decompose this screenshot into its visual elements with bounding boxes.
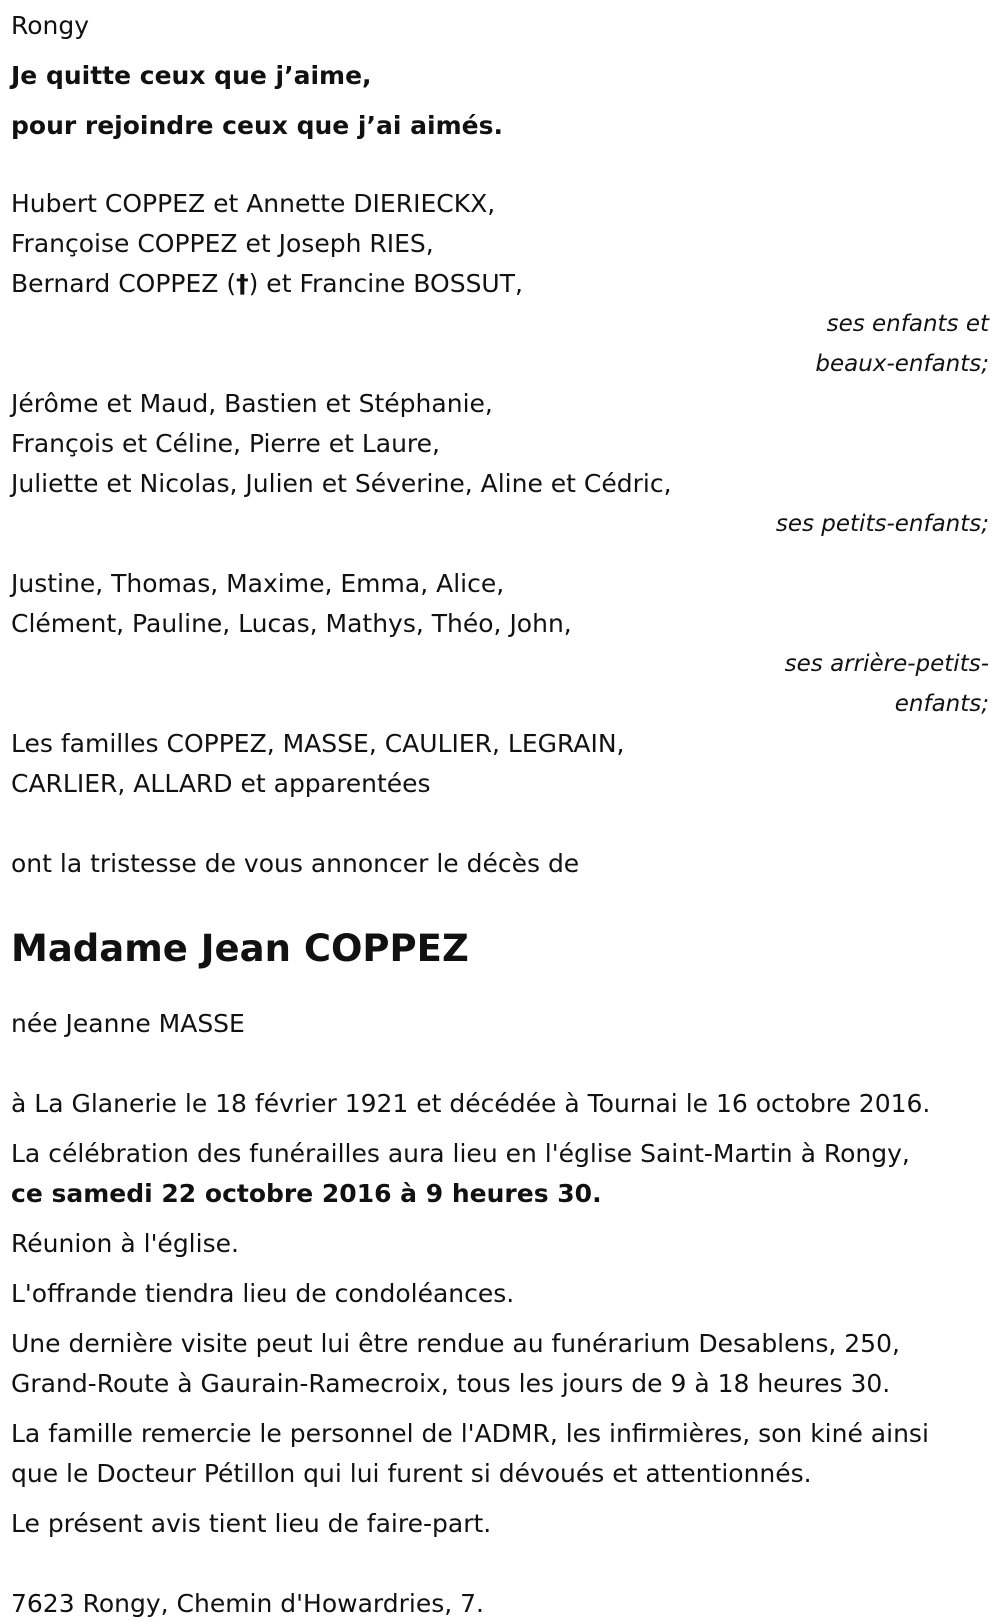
great-grandchildren-section [11,564,989,724]
obituary-notice [11,6,989,1624]
birth-name: née Jeanne MASSE [11,1009,245,1038]
meeting-text: Réunion à l'église. [11,1229,239,1258]
children-role-line-2: beaux-enfants; [815,351,989,377]
place-header: Rongy [11,11,90,40]
children-role-line-1: ses enfants et [826,311,989,337]
children-line-2: Françoise COPPEZ et Joseph RIES, [11,229,434,258]
grandchildren-line-3: Juliette et Nicolas, Julien et Séverine, Aline et Cédric, [11,469,672,498]
dates-text: à La Glanerie le 18 février 1921 et décédée à Tournai le 16 octobre 2016. [11,1089,931,1118]
visit-line-1: Une dernière visite peut lui être rendue au funérarium Desablens, 250, [11,1329,900,1358]
funeral-line-2: ce samedi 22 octobre 2016 à 9 heures 30. [11,1179,602,1208]
notice-text: Le présent avis tient lieu de faire-part. [11,1509,492,1538]
thanks-line-2: que le Docteur Pétillon qui lui furent si dévoués et attentionnés. [11,1459,812,1488]
families-line-1: Les familles COPPEZ, MASSE, CAULIER, LEGRAIN, [11,729,625,758]
funeral-line-1: La célébration des funérailles aura lieu en l'église Saint-Martin à Rongy, [11,1139,910,1168]
deceased-name: Madame Jean COPPEZ [11,927,469,970]
visit-line-2: Grand-Route à Gaurain-Ramecroix, tous les jours de 9 à 18 heures 30. [11,1369,891,1398]
children-line-3: Bernard COPPEZ (†) et Francine BOSSUT, [11,269,523,298]
great-grandchildren-role-line-2: enfants; [894,691,989,717]
offering-text: L'offrande tiendra lieu de condoléances. [11,1279,515,1308]
great-grandchildren-line-2: Clément, Pauline, Lucas, Mathys, Théo, John, [11,609,572,638]
thanks-line-1: La famille remercie le personnel de l'ADMR, les infirmières, son kiné ainsi [11,1419,929,1448]
details-section [11,1084,989,1544]
children-line-1: Hubert COPPEZ et Annette DIERIECKX, [11,189,496,218]
dagger-icon: † [236,269,249,298]
great-grandchildren-role-line-1: ses arrière-petits- [784,651,989,677]
quote-line-2: pour rejoindre ceux que j’ai aimés. [11,111,503,140]
families-line-2: CARLIER, ALLARD et apparentées [11,769,431,798]
families-section [11,724,989,804]
grandchildren-role: ses petits-enfants; [775,511,989,537]
grandchildren-line-2: François et Céline, Pierre et Laure, [11,429,440,458]
grandchildren-line-1: Jérôme et Maud, Bastien et Stéphanie, [11,389,493,418]
great-grandchildren-line-1: Justine, Thomas, Maxime, Emma, Alice, [11,569,505,598]
quote-line-1: Je quitte ceux que j’aime, [11,61,372,90]
children-section [11,184,989,384]
grandchildren-section [11,384,989,544]
announcement-text: ont la tristesse de vous annoncer le décès de [11,849,580,878]
address-text: 7623 Rongy, Chemin d'Howardries, 7. [11,1589,484,1618]
